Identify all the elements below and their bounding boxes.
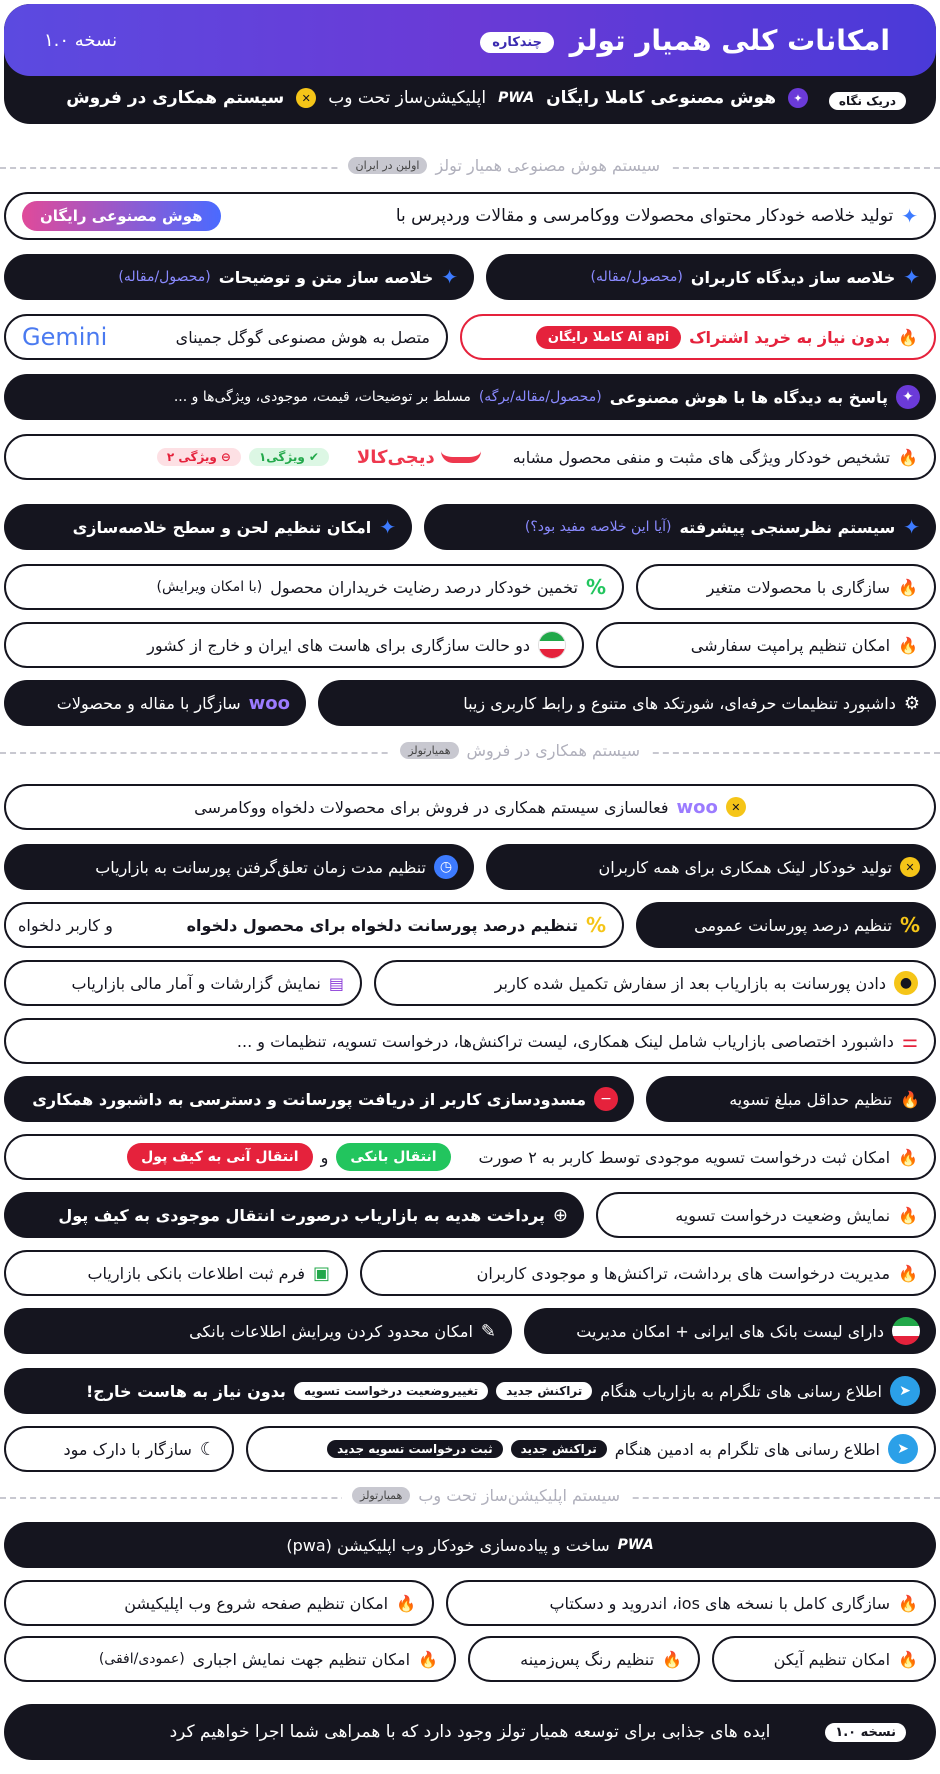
section-title-ai [338, 156, 670, 175]
section-title-text: سیستم اپلیکیشن‌ساز تحت وب [418, 1486, 620, 1505]
feature-note: بدون نیاز به هاست خارج! [85, 1381, 286, 1401]
flag-red [892, 1336, 920, 1345]
feature-note: (محصول/مقاله) [590, 269, 683, 285]
coin-icon: ✕ [296, 88, 316, 108]
fire-icon: 🔥 [898, 635, 918, 655]
aff-telegram-marketer [4, 1368, 936, 1414]
bank-transfer-badge: انتقال بانکی [336, 1143, 450, 1171]
star-icon: ✦ [903, 515, 920, 539]
feature-text: تخمین خودکار درصد رضایت خریداران محصول [270, 577, 578, 597]
glance-badge: دریک نگاه [829, 92, 906, 110]
feature-text: تنظیم رنگ پس‌زمینه [520, 1649, 655, 1669]
pro-badge [249, 448, 329, 466]
flag-white [892, 1326, 920, 1335]
edit-icon: ✎ [480, 1320, 496, 1342]
feature-text: تشخیص خودکار ویژگی های مثبت و منفی محصول مشابه [512, 447, 891, 467]
aff-custom-percent [4, 902, 624, 948]
star-icon: ✦ [379, 515, 396, 539]
percent-icon: % [899, 913, 920, 937]
feature-detail: مسلط بر توضیحات، قیمت، موجودی، ویژگی‌ها و ... [173, 389, 471, 405]
footer-banner [4, 1704, 936, 1760]
feature-satisfaction [4, 564, 624, 610]
feature-text: سیستم نظرسنجی پیشرفته [679, 517, 896, 537]
feature-text: سازگاری با محصولات متغیر [706, 577, 891, 597]
feature-text: تنظیم مدت زمان تعلق‌گرفتن پورسانت به بازاریاب [95, 857, 426, 877]
gemini-logo-icon: Gemini [22, 323, 108, 351]
feature-extra: و کاربر دلخواه [6, 916, 125, 935]
fire-icon: 🔥 [418, 1649, 438, 1669]
pwa-logo-icon: PWA [617, 1537, 654, 1553]
fire-icon: 🔥 [898, 577, 918, 597]
section-tag: همیارتولز [352, 1487, 410, 1504]
aff-block-user [4, 1076, 634, 1122]
star-icon: ✦ [901, 204, 918, 228]
glance-affiliate: سیستم همکاری در فروش [66, 88, 285, 108]
aff-duration [4, 844, 474, 890]
free-ai-badge: هوش مصنوعی رایگان [22, 201, 221, 231]
feature-text: تولید خلاصه خودکار محتوای محصولات ووکامرسی و مقالات وردپرس با [395, 206, 894, 226]
feature-text: بدون نیاز به خرید اشتراک [689, 327, 891, 347]
feature-text: خلاصه ساز متن و توضیحات [218, 267, 434, 287]
percent-icon: % [585, 913, 606, 937]
telegram-icon: ➤ [890, 1376, 920, 1406]
feature-text: پاسخ به دیدگاه ها با هوش مصنوعی [609, 387, 888, 407]
aff-bank-form [4, 1250, 348, 1296]
feature-tone [4, 504, 412, 550]
feature-text: اطلاع رسانی های تلگرام به بازاریاب هنگام [600, 1381, 882, 1401]
aff-general-percent [636, 902, 936, 948]
feature-text: سازگار با مقاله و محصولات [56, 693, 241, 713]
section-title-text: سیستم هوش مصنوعی همیار تولز [435, 156, 660, 175]
fire-icon: 🔥 [898, 1147, 918, 1167]
smile-icon [441, 451, 481, 463]
feature-text: سازگار با دارک مود [63, 1439, 192, 1459]
chart-icon: ▤ [328, 973, 344, 993]
feature-summary-auto [4, 192, 936, 240]
footer-text: ایده های جذابی برای توسعه همیار تولز وجود دارد که با همراهی شما اجرا خواهیم کرد [169, 1722, 771, 1742]
aff-auto-link [486, 844, 936, 890]
feature-text: داشبورد اختصاصی بازاریاب شامل لینک همکاری، لیست تراکنش‌ها، درخواست تسویه، تنظیمات و ... [236, 1031, 894, 1051]
percent-icon: % [585, 575, 606, 599]
digikala-logo [357, 447, 481, 468]
woo-logo-icon: woo [676, 796, 718, 818]
check-icon: ✔ [308, 450, 319, 464]
sparkle-icon: ✦ [788, 88, 808, 108]
feature-text: امکان تنظیم صفحه شروع وب اپلیکیشن [124, 1593, 389, 1613]
feature-text: تولید خودکار لینک همکاری برای همه کاربران [598, 857, 892, 877]
feature-hosting-modes [4, 622, 584, 668]
fire-icon: 🔥 [898, 1205, 918, 1225]
feature-text: نمایش وضعیت درخواست تسویه [675, 1205, 891, 1225]
star-icon: ✦ [903, 265, 920, 289]
page-title: امکانات کلی همیار تولز [569, 24, 890, 57]
feature-note: (محصول/مقاله/برگه) [478, 389, 602, 405]
block-icon: − [594, 1087, 618, 1111]
digikala-text: دیجی‌کالا [356, 446, 435, 468]
fire-icon: 🔥 [662, 1649, 682, 1669]
feature-text: دادن پورسانت به بازاریاب بعد از سفارش تکمیل شده کاربر [494, 973, 886, 993]
flag-red [539, 649, 565, 658]
event-tag: ثبت درخواست تسویه جدید [327, 1440, 503, 1458]
coin-icon: ● [894, 971, 918, 995]
feature-gemini [4, 314, 448, 360]
feature-text: تنظیم درصد پورسانت دلخواه برای محصول دلخواه [186, 915, 578, 935]
flag-green [892, 1317, 920, 1326]
feature-review-summary [486, 254, 936, 300]
feature-text-summary [4, 254, 474, 300]
pwa-icon-setting [712, 1636, 936, 1682]
aff-telegram-admin [246, 1426, 936, 1472]
aff-reports [4, 960, 362, 1006]
aff-min-amount [646, 1076, 936, 1122]
feature-pros-cons [4, 434, 936, 480]
aff-gift [4, 1192, 584, 1238]
feature-text: خلاصه ساز دیدگاه کاربران [690, 267, 896, 287]
aff-status [596, 1192, 936, 1238]
aff-bank-list [524, 1308, 936, 1354]
fire-icon: 🔥 [898, 1649, 918, 1669]
minus-icon: ⊖ [220, 450, 231, 464]
pwa-logo-icon: PWA [498, 90, 535, 106]
feature-text: نمایش گزارشات و آمار مالی بازاریاب [71, 973, 321, 993]
event-tag: تغییروضعیت درخواست تسویه [294, 1382, 488, 1400]
aff-activate [4, 784, 936, 830]
glance-row [66, 88, 808, 108]
footer-version: نسخه ۱.۰ [825, 1723, 906, 1742]
feature-dashboard [318, 680, 936, 726]
aff-settlement [4, 1134, 936, 1180]
fire-icon: 🔥 [898, 447, 918, 467]
gift-icon: ⊕ [552, 1204, 568, 1226]
telegram-icon: ➤ [888, 1434, 918, 1464]
pro-label: ویژگی۱ [258, 450, 305, 464]
aff-manage-withdrawals [360, 1250, 936, 1296]
feature-woo-compat [4, 680, 306, 726]
header-card [4, 4, 936, 124]
aff-dark-mode [4, 1426, 234, 1472]
feature-variable-products [636, 564, 936, 610]
fire-icon: 🔥 [898, 327, 918, 347]
feature-text: مسدودسازی کاربر از دریافت پورسانت و دسترسی به داشبورد همکاری [32, 1089, 586, 1109]
coin-icon: ✕ [726, 797, 746, 817]
feature-text: فعالسازی سیستم همکاری در فروش برای محصولات دلخواه ووکامرسی [194, 797, 669, 817]
feature-text: ساخت و پیاده‌سازی خودکار وب اپلیکیشن (pwa) [286, 1535, 610, 1555]
clock-icon: ◷ [434, 855, 458, 879]
section-title-text: سیستم همکاری در فروش [466, 741, 640, 760]
glance-ai: هوش مصنوعی کاملا رایگان [546, 88, 776, 108]
feature-text: فرم ثبت اطلاعات بانکی بازاریاب [87, 1263, 305, 1283]
feature-reply-comments [4, 374, 936, 420]
woo-logo-icon: woo [248, 692, 290, 714]
fire-icon: 🔥 [898, 1593, 918, 1613]
feature-text: امکان ثبت درخواست تسویه موجودی توسط کاربر به ۲ صورت [478, 1147, 891, 1167]
con-label: ویژگی ۲ [166, 450, 217, 464]
pwa-start-page [4, 1580, 434, 1626]
con-badge [157, 448, 241, 466]
iran-flag-icon [892, 1317, 920, 1345]
iran-flag-icon [538, 631, 566, 659]
event-tag: تراکنش جدید [496, 1382, 592, 1400]
header-badge: چندکاره [480, 32, 554, 53]
coin-icon: ✕ [900, 857, 920, 877]
version-label: نسخه ۱.۰ [44, 30, 118, 51]
gear-icon: ⚙ [903, 692, 920, 714]
moon-icon: ☾ [199, 1438, 216, 1460]
feature-text: تنظیم حداقل مبلغ تسویه [729, 1089, 893, 1109]
feature-text: دو حالت سازگاری برای هاست های ایران و خارج از کشور [147, 635, 530, 655]
feature-custom-prompt [596, 622, 936, 668]
sliders-icon: ⚌ [901, 1030, 918, 1052]
feature-survey [424, 504, 936, 550]
feature-note: (عمودی/افقی) [98, 1651, 185, 1667]
feature-text: تنظیم درصد پورسانت عمومی [694, 915, 892, 935]
sparkle-icon: ✦ [896, 385, 920, 409]
card-icon: ▣ [312, 1262, 330, 1284]
feature-text: پرداخت هدیه به بازاریاب درصورت انتقال موجودی به کیف پول [58, 1205, 545, 1225]
feature-text: امکان تنظیم آیکن [773, 1649, 891, 1669]
aff-commission [374, 960, 936, 1006]
feature-text: امکان تنظیم لحن و سطح خلاصه‌سازی [72, 517, 372, 537]
pwa-orientation [4, 1636, 456, 1682]
feature-text: داشبورد تنظیمات حرفه‌ای، شورتکد های متنوع و رابط کاربری زیبا [463, 693, 896, 713]
aff-dashboard [4, 1018, 936, 1064]
feature-text: امکان تنظیم پرامپت سفارشی [690, 635, 891, 655]
feature-text: مدیریت درخواست های برداشت، تراکنش‌ها و موجودی کاربران [476, 1263, 891, 1283]
section-tag: اولین در ایران [348, 157, 428, 174]
feature-note: (محصول/مقاله) [118, 269, 211, 285]
fire-icon: 🔥 [396, 1593, 416, 1613]
feature-text: سازگاری کامل با نسخه های ios، اندروید و دسکتاپ [549, 1593, 891, 1613]
section-title-pwa [342, 1486, 630, 1505]
free-api-badge: Ai api کاملا رایگان [536, 326, 681, 349]
feature-text: دارای لیست بانک های ایرانی + امکان مدیریت [576, 1321, 884, 1341]
glance-pwa: اپلیکیشن‌ساز تحت وب [328, 88, 487, 108]
feature-note: (با امکان ویرایش) [156, 579, 263, 595]
flag-white [539, 641, 565, 650]
feature-note: (آیا این خلاصه مفید بود؟) [524, 519, 672, 535]
aff-restrict-edit [4, 1308, 512, 1354]
pwa-bg-color [468, 1636, 700, 1682]
feature-text: امکان محدود کردن ویرایش اطلاعات بانکی [189, 1321, 473, 1341]
feature-text: امکان تنظیم جهت نمایش اجباری [192, 1649, 411, 1669]
section-title-affiliate [390, 741, 650, 760]
flag-green [539, 632, 565, 641]
fire-icon: 🔥 [898, 1263, 918, 1283]
fire-icon: 🔥 [900, 1089, 920, 1109]
event-tag: تراکنش جدید [511, 1440, 607, 1458]
wallet-transfer-badge: انتقال آنی به کیف پول [127, 1143, 312, 1171]
feature-text: متصل به هوش مصنوعی گوگل جمینای [175, 327, 430, 347]
pwa-build [4, 1522, 936, 1568]
feature-text: اطلاع رسانی های تلگرام به ادمین هنگام [614, 1439, 880, 1459]
feature-no-subscription [460, 314, 936, 360]
pwa-compat [446, 1580, 936, 1626]
section-tag: همیارتولز [400, 742, 458, 759]
and-text: و [320, 1147, 329, 1167]
star-icon: ✦ [441, 265, 458, 289]
